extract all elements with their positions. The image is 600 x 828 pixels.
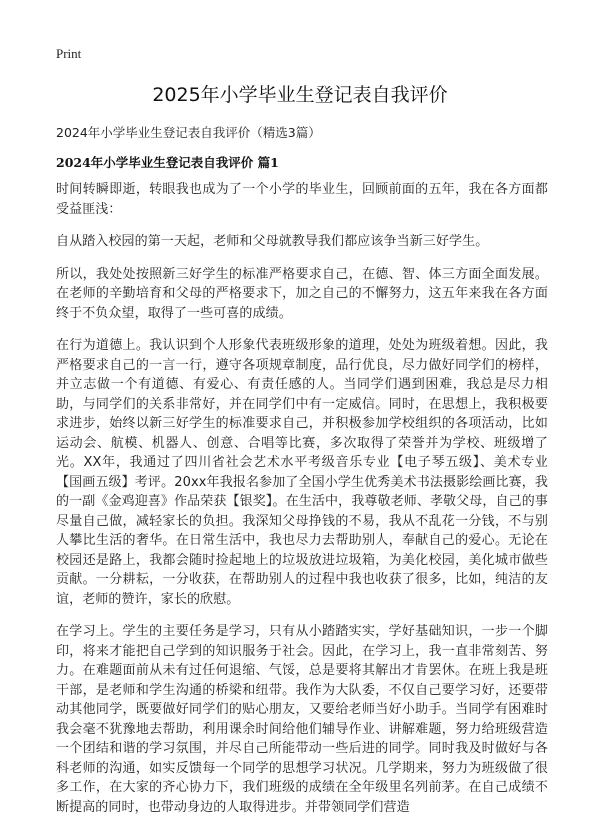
paragraph: 在学习上。学生的主要任务是学习，只有从小踏踏实实，学好基础知识，一步一个脚印，将来才能把自己学到的知识服务于社会。因此，在学习上，我一直非常刻苦、努力。在难题面前从未有过任何退缩、气馁，总是要将其解出才肯罢休。在班上我是班干部，是老师和学生沟通的桥梁和纽带。我作为大队委，不仅自己要学习好，还要带动其他同学，既要做好同学们的贴心朋友，又要给老师当好小助手。当同学有困难时我会毫不犹豫地去帮助，利用课余时间给他们辅导作业、讲解难题，努力给班级营造一个团结和谐的学习氛围，并尽自己所能带动一些后进的同学。同时我及时做好与各科老师的沟通，如实反馈每一个同学的思想学习状况。几学期来，努力为班级做了很多工作，在大家的齐心协力下，我们班级的成绩在全年级里名列前茅。在自己成绩不断提高的同时，也带动身边的人取得进步。并带领同学们营造: [56, 624, 548, 815]
paragraph: 在行为道德上。我认识到个人形象代表班级形象的道理，处处为班级着想。因此，我严格要求自己的一言一行，遵守各项规章制度，品行优良，尽力做好同学们的榜样，并立志做一个有道德、有爱心、有责任感的人。当同学们遇到困难，我总是尽力相助，与同学们的关系非常好，并在同学们中有一定威信。同时，在思想上，我积极要求进步，始终以新三好学生的标准要求自己，并积极参加学校组织的各项活动，比如运动会、航模、机器人、创意、合唱等比赛，多次取得了荣誉并为学校、班级增了光。XX年，我通过了四川省社会艺术水平考级音乐专业【电子琴五级】、美术专业【国画五级】考评。20xx年我报名参加了全国小学生优秀美术书法摄影绘画比赛，我的一副《金鸡迎喜》作品荣获【银奖】。在生活中，我尊敬老师、孝敬父母，自己的事尽量自己做，减轻家长的负担。我深知父母挣钱的不易，我从不乱花一分钱，不与别人攀比生活的奢华。在日常生活中，我也尽力去帮助别人，奉献自己的爱心。无论在校园还是路上，我都会随时捡起地上的垃圾放进垃圾箱，为美化校园，美化城市做些贡献。一分耕耘，一分收获，在帮助别人的过程中我也收获了很多，比如，纯洁的友谊，老师的赞许，家长的欣慰。: [56, 338, 548, 607]
paragraph: 时间转瞬即逝，转眼我也成为了一个小学的毕业生，回顾前面的五年，我在各方面都受益匪浅：: [56, 182, 548, 217]
print-link[interactable]: Print: [56, 46, 82, 61]
document-subtitle: 2024年小学毕业生登记表自我评价（精选3篇）: [56, 125, 321, 140]
paragraph: 所以，我处处按照新三好学生的标准严格要求自己，在德、智、体三方面全面发展。在老师的辛勤培育和父母的严格要求下，加之自己的不懈努力，这五年来我在各方面终于不负众望，取得了一些可喜的成绩。: [56, 266, 548, 321]
paragraph: 自从踏入校园的第一天起，老师和父母就教导我们都应该争当新三好学生。: [56, 234, 489, 249]
article-body: [56, 180, 548, 828]
section-heading: 2024年小学毕业生登记表自我评价 篇1: [56, 155, 279, 170]
page-title: 2025年小学毕业生登记表自我评价: [152, 84, 448, 106]
